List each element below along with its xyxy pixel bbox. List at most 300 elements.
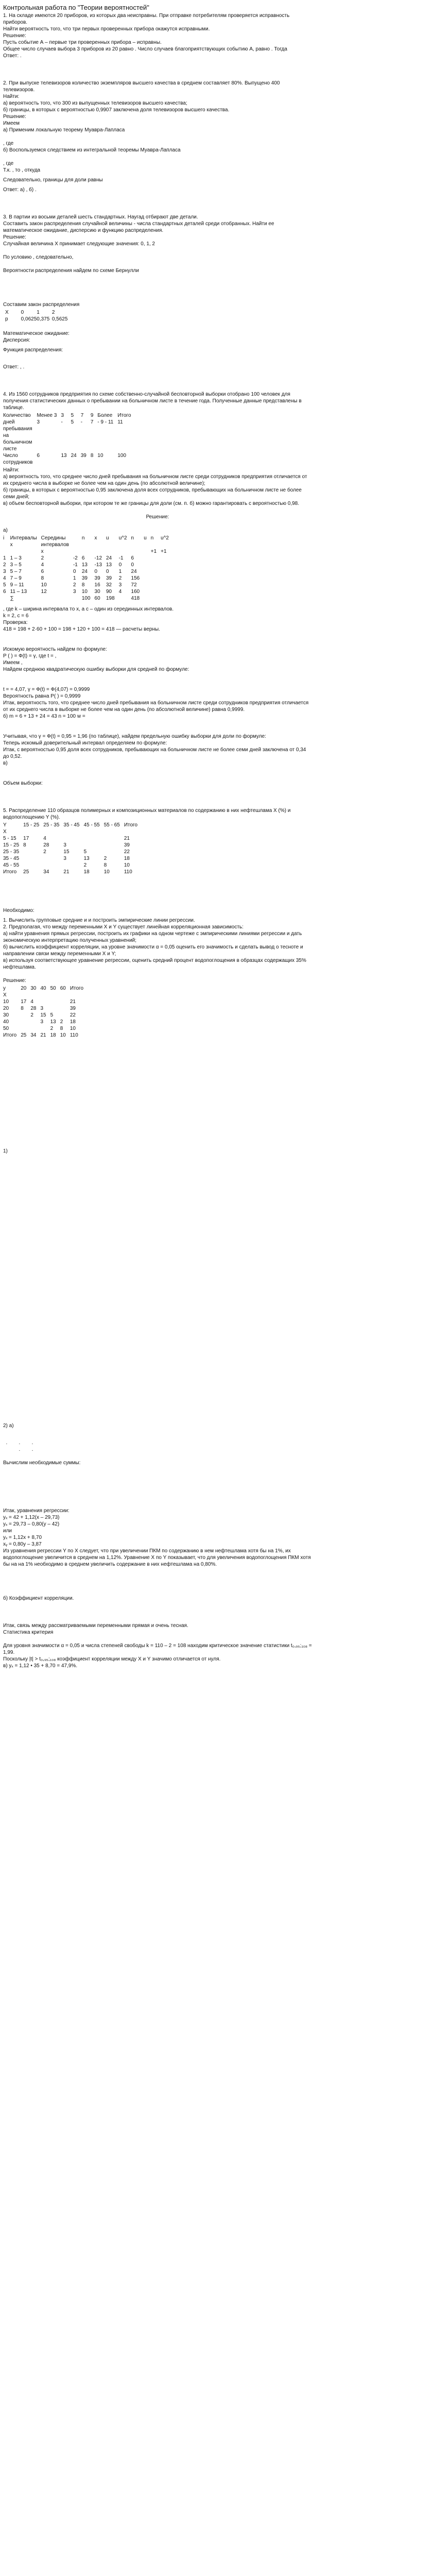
table-header-row <box>3 985 88 992</box>
table-cell: 28 <box>43 842 49 848</box>
table-cell <box>73 535 82 541</box>
table-cell: 34 <box>43 869 49 875</box>
table-cell: 32 <box>106 582 112 588</box>
table-cell: 39 <box>80 453 86 459</box>
table-cell: 2 <box>60 1019 63 1025</box>
needs-line: 1. Вычислить групповые средние и и построить эмпирические линии регрессии. <box>3 918 195 923</box>
table-cell: 2 <box>83 862 87 868</box>
table-cell <box>61 446 71 452</box>
table-cell <box>97 439 117 446</box>
task3-line: По условию , следовательно, <box>3 255 74 260</box>
spacer <box>3 787 312 807</box>
table-cell: p <box>5 316 8 322</box>
table-cell: 25 <box>21 1032 27 1038</box>
table-cell: 3 <box>37 419 40 425</box>
needs-line: б) вычислить коэффициент корреляции, на уровне значимости α = 0,05 оценить его значимость и сделать вывод о тесноте и направлении связи между переменными X и Y; <box>3 944 303 957</box>
table-cell: 35 - 45 <box>3 856 20 861</box>
table-cell <box>41 595 73 602</box>
table-cell: листе <box>3 446 17 452</box>
table-cell <box>37 439 61 446</box>
table-cell <box>23 828 43 835</box>
table-cell <box>60 1005 70 1012</box>
table-cell <box>40 998 50 1005</box>
table-cell <box>40 1025 50 1032</box>
task5-intro: 5. Распределение 110 образцов полимерных и композиционных материалов по содержанию в них нефтешлама X (%) и водопоглощению Y (%). <box>3 808 291 820</box>
part-2b-label: б) Коэффициент корреляции. <box>3 1596 74 1601</box>
table-cell: 10 <box>124 862 130 868</box>
spacer <box>3 897 312 907</box>
table-cell: u <box>144 535 147 541</box>
table-cell: 3 <box>63 842 66 848</box>
table-cell: 15 - 25 <box>3 842 20 848</box>
table-cell: 2 <box>103 856 107 861</box>
table-row <box>3 1025 88 1032</box>
part-a-label: а) <box>3 528 8 533</box>
table-cell <box>117 426 135 432</box>
table-cell <box>63 862 83 869</box>
task3-line: Решение: <box>3 234 26 240</box>
table-cell: 28 <box>30 1006 37 1011</box>
table-cell: 15 - 25 <box>23 822 40 828</box>
table-cell <box>117 432 135 439</box>
table-cell: 18 <box>69 1019 76 1025</box>
table-cell <box>73 548 82 555</box>
table-cell: 3 <box>40 1006 44 1011</box>
table-cell: 17 <box>23 836 29 841</box>
task2-line: б) границы, в которых с вероятностью 0,9907 заключена доля телевизоров высшего качества. <box>3 107 230 113</box>
table-cell: 3 <box>73 589 76 595</box>
table-cell: интервалов <box>41 542 69 548</box>
table-cell <box>81 439 91 446</box>
table-cell <box>43 862 63 869</box>
table-cell: -2 <box>73 555 78 561</box>
table-cell: Середины <box>41 535 66 541</box>
table-cell: X <box>3 992 7 998</box>
spacer <box>3 193 312 214</box>
table-row <box>3 446 135 452</box>
task4-intro: 4. Из 1560 сотрудников предприятия по схеме собственно-случайной бесповторной выборки отобрано 100 человек для получения статистических данных о пребывании на больничном листе в течение года. Полученные данные представлены в таблице. <box>3 392 302 411</box>
table-cell: 40 <box>3 1019 9 1025</box>
table-cell: больничном <box>3 439 32 445</box>
table-cell: 156 <box>131 575 140 581</box>
table-cell: 10 <box>60 1032 66 1038</box>
table-cell: x <box>94 535 97 541</box>
distribution-law-table <box>5 309 72 323</box>
table-cell: 13 <box>106 562 112 568</box>
table-cell: 3 <box>61 413 64 418</box>
table-row <box>3 432 135 439</box>
table-cell: 9 <box>90 413 94 418</box>
table-cell: 18 <box>50 1032 56 1038</box>
table-cell: 10 <box>103 869 110 875</box>
table-cell: 3 <box>63 856 66 861</box>
table-header-row <box>3 822 142 828</box>
table-cell <box>50 1005 60 1012</box>
table-cell <box>95 548 106 555</box>
part-2a-line: Вычислим необходимые суммы: <box>3 1460 81 1466</box>
table-cell <box>40 992 50 998</box>
spacer <box>3 353 312 364</box>
table-cell <box>21 1012 30 1019</box>
spacer <box>3 1222 312 1289</box>
table-header-row <box>3 992 88 998</box>
table-cell <box>73 541 82 548</box>
table-cell: Итого <box>69 986 84 991</box>
part-2b-line: Итак, связь между рассматриваемыми переменными прямая и очень тесная. <box>3 1623 188 1629</box>
table-row <box>5 309 72 316</box>
table-cell: 2 <box>118 575 122 581</box>
table-row <box>3 439 135 446</box>
table-cell: Более <box>97 413 113 418</box>
table-cell: 198 <box>106 596 115 601</box>
table-cell <box>23 862 43 869</box>
task4-solution-line: Учитывая, что γ = Ф(t) = 0,95 = 1,96 (по таблице), найдем предельную ошибку выборки для доли по формуле: <box>3 734 266 739</box>
table-row <box>3 568 173 575</box>
table-cell <box>63 828 83 835</box>
table-row <box>3 562 173 568</box>
spacer <box>3 1568 312 1588</box>
table-cell: 160 <box>131 589 140 595</box>
table-cell: 18 <box>124 856 130 861</box>
task3-line: Вероятности распределения найдем по схеме Бернулли <box>3 268 139 274</box>
task4-solution-line: Объем выборки: <box>3 781 43 786</box>
task4-solution-line: Итак, с вероятностью 0,95 доля всех сотрудников, пребывающих на больничном листе не более семи дней заключена от 0,34 до 0,52. <box>3 747 306 759</box>
table-cell: 20 <box>21 986 27 991</box>
table-cell <box>50 998 60 1005</box>
spacer <box>3 1040 312 1107</box>
table-cell: 18 <box>83 869 90 875</box>
table-cell: 5 <box>3 582 6 588</box>
task2-line: Т.к. , то , откуда <box>3 167 41 173</box>
table-cell <box>81 459 91 466</box>
table-cell: 110 <box>69 1032 78 1038</box>
table-cell <box>104 849 124 855</box>
table-cell: 8 <box>23 842 26 848</box>
table-cell: n <box>131 535 134 541</box>
table-cell: -1 <box>118 555 124 561</box>
distribution-law-title: Составим закон распределения <box>3 302 80 308</box>
task4-solution-line <box>3 673 312 686</box>
table-cell <box>91 459 98 466</box>
table-cell: +1 <box>161 549 167 554</box>
task2-line: Решение: <box>3 114 26 120</box>
table-cell: 25 - 35 <box>43 822 60 828</box>
part-2a-line: xᵧ = 0,80y – 3,87 <box>3 1541 42 1547</box>
table-row <box>3 869 142 875</box>
table-cell: 1 <box>37 310 40 315</box>
table-cell <box>81 446 91 452</box>
table-cell: 10 <box>3 999 9 1005</box>
table-cell: 1 <box>73 575 76 581</box>
table-cell: 25 <box>23 869 29 875</box>
table-cell: 8 <box>21 1006 24 1011</box>
table-cell <box>3 548 10 555</box>
table-cell <box>106 548 119 555</box>
task2-line: Найти: <box>3 94 20 99</box>
table-cell: 39 <box>94 575 100 581</box>
task-1 <box>3 12 312 59</box>
table-cell <box>117 459 135 466</box>
task3-line: Математическое ожидание: <box>3 331 69 336</box>
part-2b-line: Статистика критерия <box>3 1630 54 1635</box>
table-cell: 24 <box>71 453 77 459</box>
table-cell: 45 - 55 <box>3 862 20 868</box>
part-2a-line: yₓ = 42 + 1,12(x – 29,73) <box>3 1515 60 1520</box>
table-cell: 10 <box>81 589 88 595</box>
table-row <box>3 1005 88 1012</box>
spacer <box>3 1289 312 1355</box>
table-cell: 30 <box>30 986 37 991</box>
table-header-row <box>3 535 173 541</box>
table-cell: 21 <box>124 836 130 841</box>
table-cell: 21 <box>40 1032 46 1038</box>
table-cell <box>117 446 135 452</box>
table-cell <box>131 541 144 548</box>
table-row <box>3 842 142 849</box>
task2-answer: Ответ: а) , б) . <box>3 187 37 193</box>
spacer <box>3 520 312 527</box>
task4-solution-line: Итак, вероятность того, что среднее число дней пребывания на больничном листе среди сотрудников предприятия отличается от их среднего числа в выборке не более чем на один день (по абсолютной величине) равна 0,9999. <box>3 700 309 713</box>
table-cell: 24 <box>131 569 137 574</box>
table-cell: Итого <box>124 822 138 828</box>
part-2a-label: 2) а) <box>3 1423 14 1429</box>
spacer <box>3 1453 312 1460</box>
table-cell: 9 – 11 <box>10 582 24 588</box>
task-4 <box>3 391 312 787</box>
task4-solution-line <box>3 633 312 646</box>
table-cell <box>3 541 10 548</box>
table-row <box>3 582 173 588</box>
task4-solution-line: Найдем среднюю квадратическую ошибку выборки для средней по формуле: <box>3 667 189 672</box>
table-cell: 21 <box>63 869 69 875</box>
table-cell: 30 <box>3 1012 9 1018</box>
table-cell <box>71 426 81 432</box>
table-header-row <box>3 548 173 555</box>
table-cell <box>95 541 106 548</box>
table-cell: 6 <box>37 453 40 459</box>
table-cell: на <box>3 433 9 438</box>
table-cell: - 9 - 11 <box>97 419 114 425</box>
task4-solution-line: б) m = 6 + 13 + 24 = 43 n = 100 w = <box>3 714 85 719</box>
task2-line: 2. При выпуске телевизоров количество экземпляров высшего качества в среднем составляет 80%. Выпущено 400 телевизоров. <box>3 80 280 93</box>
table-cell: 4 <box>3 575 6 581</box>
table-cell: ∑ <box>10 596 14 601</box>
table-cell: 22 <box>124 849 130 855</box>
table-cell: 60 <box>60 986 66 991</box>
spacer <box>3 1155 312 1222</box>
table-cell <box>124 828 142 835</box>
table-cell <box>71 459 81 466</box>
task4-solution-line: Искомую вероятность найдем по формуле: <box>3 647 107 652</box>
table-cell: пребывания <box>3 426 32 432</box>
table-cell <box>71 446 81 452</box>
table-cell: 13 <box>50 1019 56 1025</box>
task4-solution-line: Проверка: <box>3 620 28 625</box>
part-2a-line: Из уравнения регрессии Y по X следует, что при увеличении ПКМ по содержанию в нем нефтешлама хотя бы на 1%, их водопоглощение увеличится в среднем на 1,12%. Уравнение X по Y показывает, что для увеличения водопоглощения ПКМ хотя бы на на 1% необходимо в среднем увеличить содержание в них нефтешлама на 0,80%. <box>3 1548 311 1567</box>
task4-solution-line: , где k – ширина интервала то x, а c – один из серединных интервалов. <box>3 606 174 612</box>
spacer <box>3 1636 312 1642</box>
spacer <box>3 261 312 267</box>
spacer <box>3 1466 312 1487</box>
task-2 <box>3 80 312 193</box>
table-cell: n <box>81 535 85 541</box>
table-cell: 34 <box>30 1032 37 1038</box>
table-cell: 2 <box>50 1026 54 1031</box>
task2-line: а) вероятность того, что 300 из выпущенных телевизоров высшего качества; <box>3 100 187 106</box>
table-cell <box>61 432 71 439</box>
table-cell: 5 - 15 <box>3 836 16 841</box>
table-cell <box>82 548 95 555</box>
table-cell <box>104 835 124 842</box>
task-3 <box>3 214 312 370</box>
spacer <box>3 133 312 140</box>
table-cell: 39 <box>106 575 112 581</box>
table-cell: i <box>3 535 5 541</box>
table-cell <box>43 855 63 862</box>
table-cell: 0 <box>106 569 109 574</box>
task3-line: Функция распределения: <box>3 347 63 353</box>
table-cell: 5 <box>71 419 74 425</box>
table-row <box>3 419 135 426</box>
table-cell: 8 <box>103 862 107 868</box>
table-cell: x <box>41 549 44 554</box>
table-cell <box>97 459 117 466</box>
task4-solution-line: t = = 4,07, γ = Ф(t) = Ф(4,07) = 0,9999 <box>3 687 90 692</box>
table-cell: 5 <box>50 1012 54 1018</box>
task1-line: Общее число случаев выбора 3 приборов из 20 равно . Число случаев благоприятствующих событию А, равно . Тогда <box>3 46 287 52</box>
table-cell: u <box>106 535 109 541</box>
table-cell: 4 <box>43 836 46 841</box>
table-cell: 6 <box>41 569 44 574</box>
task3-answer: Ответ: , . <box>3 364 25 370</box>
task4-solution-line: Вероятность равна P( ) = 0,9999 <box>3 693 81 699</box>
table-cell: 50 <box>50 986 56 991</box>
spacer <box>3 154 312 160</box>
table-cell <box>21 1019 30 1025</box>
table-cell: 40 <box>40 986 46 991</box>
task2-line: Следовательно, границы для доли равны <box>3 177 103 183</box>
solution-label: Решение: <box>146 514 169 520</box>
table-cell: 45 - 55 <box>83 822 100 828</box>
table-cell <box>84 842 104 849</box>
table-cell <box>70 992 88 998</box>
table-cell <box>61 426 71 432</box>
table-cell: 1 <box>118 569 122 574</box>
table-cell <box>151 541 161 548</box>
table-cell: X <box>3 829 7 835</box>
table-cell: 11 <box>117 419 123 425</box>
table-row <box>3 595 173 602</box>
table-row <box>3 452 135 459</box>
spacer <box>3 1107 312 1148</box>
table-cell: 24 <box>81 569 88 574</box>
table-cell: - <box>80 419 83 425</box>
task4-solution-line: Имеем , <box>3 660 23 666</box>
dots-line: . . <box>3 1447 33 1452</box>
table-cell: 10 <box>41 582 47 588</box>
table-cell: 4 <box>30 999 33 1005</box>
task2-line: , где <box>3 141 14 146</box>
table-cell: 1 <box>3 555 6 561</box>
table-cell <box>71 432 81 439</box>
table-cell: n <box>150 535 154 541</box>
table-cell: 6 <box>131 555 134 561</box>
table-cell <box>119 548 131 555</box>
table-cell: -12 <box>94 555 102 561</box>
table-cell: 2 <box>51 310 55 315</box>
table-cell: -13 <box>94 562 102 568</box>
table-cell: 5 – 7 <box>10 569 22 574</box>
table-cell <box>43 828 63 835</box>
table-cell <box>97 426 117 432</box>
table-cell: 13 <box>83 856 90 861</box>
table-cell: y <box>3 986 6 991</box>
table-cell: дней <box>3 419 15 425</box>
table-cell: 20 <box>3 1006 9 1011</box>
task3-line: 3. В партии из восьми деталей шесть стандартных. Наугад отбирают две детали. <box>3 214 198 220</box>
part-2a-line: yₓ = 1,12x + 8,70 <box>3 1535 42 1540</box>
document-page <box>0 0 315 1669</box>
table-cell: x <box>10 542 13 548</box>
table-cell: 21 <box>69 999 76 1005</box>
table-cell <box>3 595 10 602</box>
table-cell: Менее 3 <box>37 413 57 418</box>
table-cell: 100 <box>81 596 91 601</box>
part-2a <box>3 1422 312 1568</box>
task4-question: а) вероятность того, что среднее число дней пребывания на больничном листе среди сотрудников предприятия отличается от их среднего числа в выборке не более чем на один день (по абсолютной величине); <box>3 474 307 486</box>
table-cell <box>97 432 117 439</box>
table-cell: 2 <box>43 849 46 855</box>
task4-solution-text <box>3 606 312 787</box>
table-cell <box>71 439 81 446</box>
task4-solution-line <box>3 720 312 733</box>
table-cell: 0 <box>21 310 24 315</box>
task4-solution-line: в) <box>3 760 8 766</box>
spacer <box>3 1429 312 1439</box>
spacer <box>3 507 312 514</box>
table-cell <box>117 439 135 446</box>
table-cell: 16 <box>94 582 100 588</box>
table-cell: 35 - 45 <box>63 822 80 828</box>
table-cell: 0 <box>118 562 122 568</box>
table-cell <box>104 828 124 835</box>
spacer <box>3 370 312 391</box>
table-cell: 7 – 9 <box>10 575 22 581</box>
table-cell <box>21 992 30 998</box>
spacer <box>3 1355 312 1422</box>
part-1-label: 1) <box>3 1148 8 1154</box>
table-cell: 418 <box>131 596 140 601</box>
table-row <box>3 862 142 869</box>
table-cell: - <box>61 419 63 425</box>
task3-line: Составить закон распределения случайной величины - числа стандартных деталей среди отобранных. Найти ее математическое ожидание, дисперсию и функцию распределения. <box>3 221 274 233</box>
table-cell <box>91 426 98 432</box>
table-cell: 5 <box>71 413 74 418</box>
spacer <box>3 971 312 977</box>
table-cell <box>91 432 98 439</box>
table-row <box>3 849 142 855</box>
table-cell: 39 <box>124 842 130 848</box>
table-cell: 39 <box>81 575 88 581</box>
table-cell: Интервалы <box>10 535 37 541</box>
table-cell: 100 <box>117 453 127 459</box>
table-cell <box>81 432 91 439</box>
table-cell <box>84 828 104 835</box>
task4-question: Найти: <box>3 467 20 473</box>
task-5 <box>3 807 312 1039</box>
table-row <box>3 575 173 582</box>
table-cell: 13 <box>81 562 88 568</box>
